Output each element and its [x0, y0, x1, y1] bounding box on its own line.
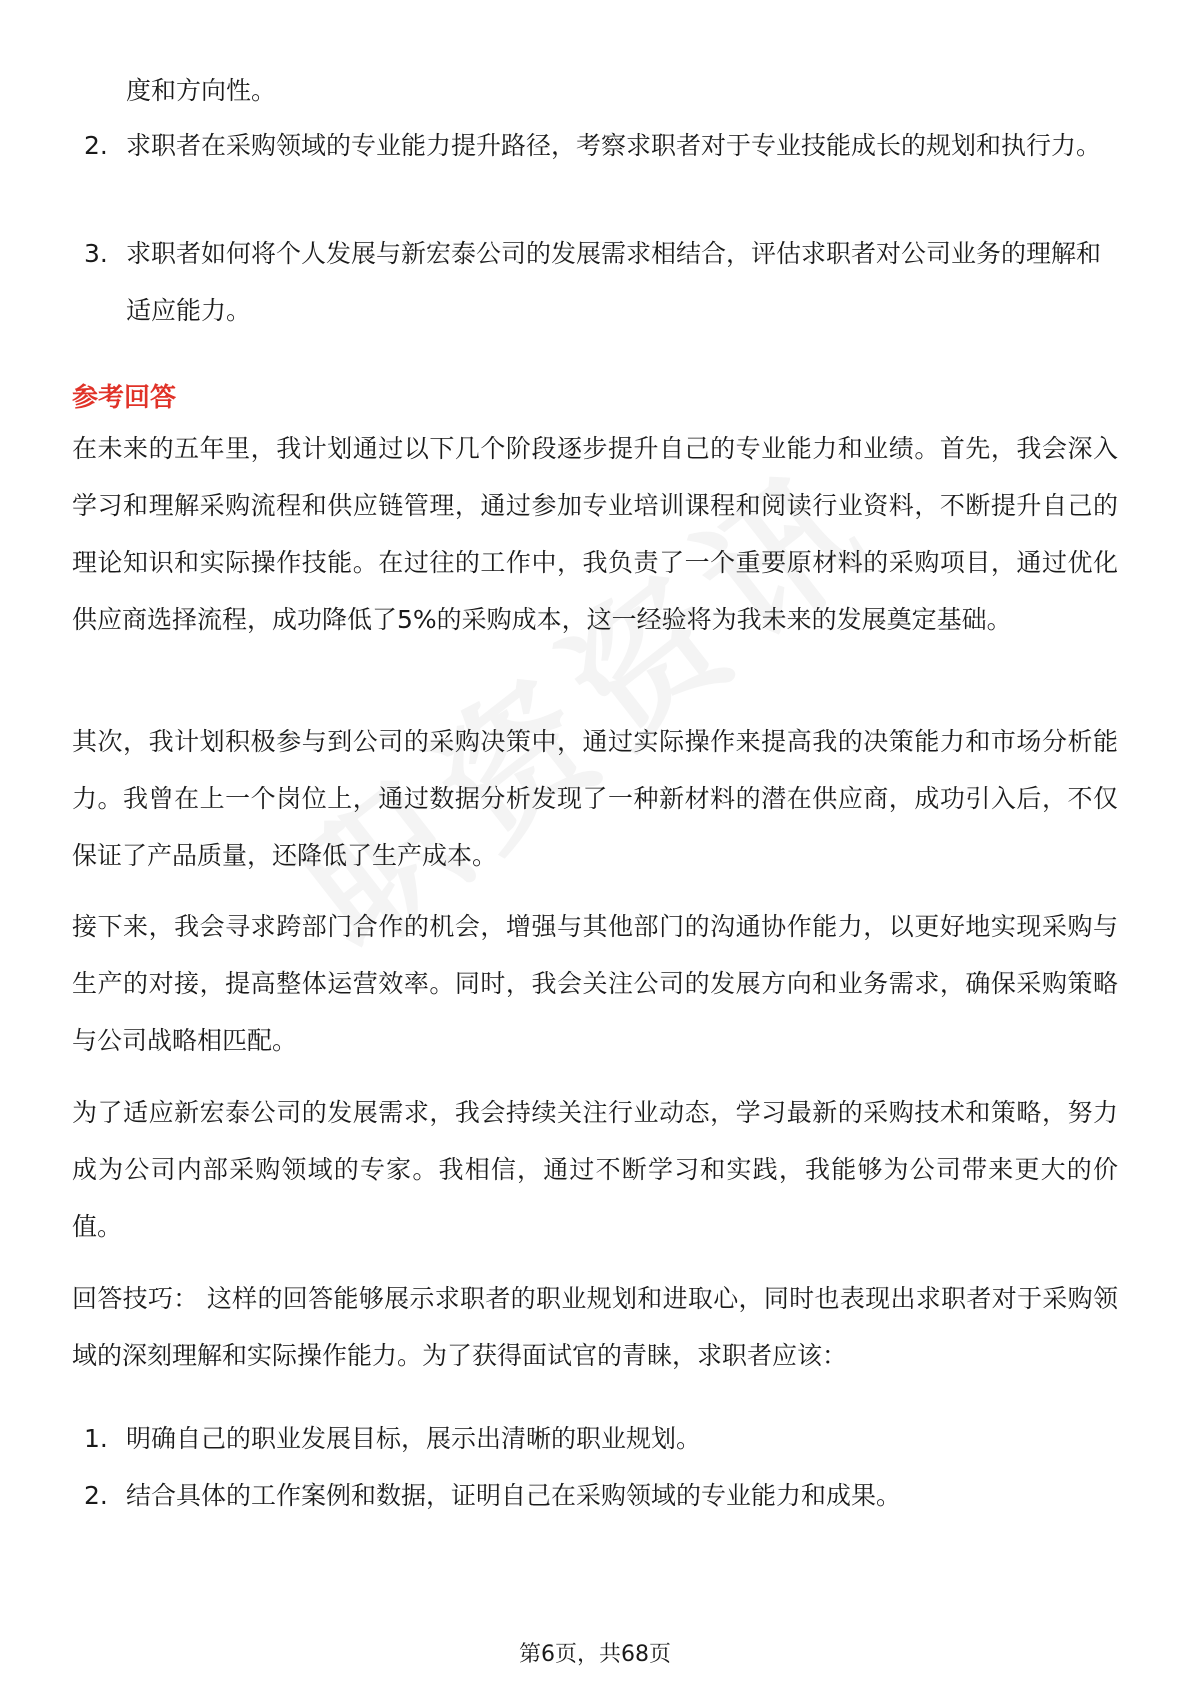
- list-item-text: 度和方向性。: [126, 76, 277, 105]
- list-item: [0, 1410, 1190, 1467]
- top-numbered-list-item-2: [0, 117, 1190, 174]
- list-item-number: 2.: [84, 1481, 108, 1510]
- list-item-text: 结合具体的工作案例和数据，证明自己在采购领域的专业能力和成果。: [126, 1481, 902, 1510]
- list-item: [0, 225, 1190, 339]
- paragraph-tips: 回答技巧： 这样的回答能够展示求职者的职业规划和进取心，同时也表现出求职者对于采购领域的深刻理解和实际操作能力。为了获得面试官的青睐，求职者应该：: [72, 1284, 1118, 1370]
- list-item: [0, 117, 1190, 174]
- top-numbered-list-item-3: [0, 225, 1190, 339]
- list-item-number: 3.: [84, 239, 108, 268]
- page-footer: 第6页，共68页: [519, 1642, 671, 1667]
- paragraph-1: 在未来的五年里，我计划通过以下几个阶段逐步提升自己的专业能力和业绩。首先，我会深入学习和理解采购流程和供应链管理，通过参加专业培训课程和阅读行业资料，不断提升自己的理论知识和实际操作技能。在过往的工作中，我负责了一个重要原材料的采购项目，通过优化供应商选择流程，成功降低了5%的采购成本，这一经验将为我未来的发展奠定基础。: [72, 434, 1118, 634]
- paragraph-4: 为了适应新宏泰公司的发展需求，我会持续关注行业动态，学习最新的采购技术和策略，努力成为公司内部采购领域的专家。我相信，通过不断学习和实践，我能够为公司带来更大的价值。: [72, 1098, 1118, 1241]
- list-item: [0, 1467, 1190, 1524]
- list-item-number: 1.: [84, 1424, 108, 1453]
- paragraph-2: 其次，我计划积极参与到公司的采购决策中，通过实际操作来提高我的决策能力和市场分析能力。我曾在上一个岗位上，通过数据分析发现了一种新材料的潜在供应商，成功引入后，不仅保证了产品质量，还降低了生产成本。: [72, 727, 1118, 870]
- list-item-number: 2.: [84, 131, 108, 160]
- bottom-numbered-list-item-1: [0, 1410, 1190, 1467]
- list-item-continuation: [0, 62, 1190, 119]
- list-item-text: 明确自己的职业发展目标，展示出清晰的职业规划。: [126, 1424, 702, 1453]
- paragraph-3: 接下来，我会寻求跨部门合作的机会，增强与其他部门的沟通协作能力，以更好地实现采购与生产的对接，提高整体运营效率。同时，我会关注公司的发展方向和业务需求，确保采购策略与公司战略相匹配。: [72, 912, 1118, 1055]
- bottom-numbered-list-item-2: [0, 1467, 1190, 1524]
- list-item-text: 求职者如何将个人发展与新宏泰公司的发展需求相结合，评估求职者对公司业务的理解和适应能力。: [126, 239, 1102, 325]
- top-numbered-list: [0, 62, 1190, 119]
- section-heading: 参考回答: [72, 383, 177, 413]
- list-item-text: 求职者在采购领域的专业能力提升路径，考察求职者对于专业技能成长的规划和执行力。: [126, 131, 1102, 160]
